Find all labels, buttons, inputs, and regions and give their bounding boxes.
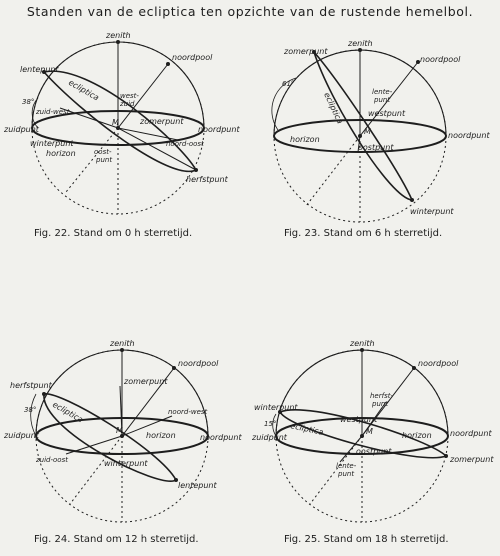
label-zomerpunt: zomerpunt <box>140 117 184 126</box>
center-M <box>360 434 364 438</box>
label-noordpunt: noordpunt <box>448 131 490 140</box>
label-angle: 61° <box>282 80 295 88</box>
label-zuidpunt: zuidpunt <box>4 125 39 134</box>
label-winterpunt: winterpunt <box>104 459 148 468</box>
celestial-sphere-diagram-22 <box>0 22 250 252</box>
label-M: M <box>364 127 371 136</box>
label-lentepunt2: punt <box>374 96 391 104</box>
label-lentepunt: lente- <box>372 88 393 96</box>
figure-24 <box>0 330 250 556</box>
label-noordoost: noord-oost <box>166 140 204 148</box>
figure-22 <box>0 22 250 252</box>
label-herfstpunt: herfstpunt <box>10 381 52 390</box>
label-noordpunt: noordpunt <box>450 429 492 438</box>
label-zuidpunt: zuidpunt <box>252 433 287 442</box>
zenith-point <box>120 348 124 352</box>
label-winterpunt: winterpunt <box>410 207 454 216</box>
label-M: M <box>366 427 373 436</box>
noordpool-point <box>172 366 176 370</box>
label-zuidpunt: zuidpunt <box>4 431 39 440</box>
zenith-point <box>360 348 364 352</box>
label-ecliptica: ecliptica <box>51 399 85 425</box>
zenith-point <box>116 40 120 44</box>
label-ecliptica: ecliptica <box>322 91 345 126</box>
label-west: west- <box>120 92 139 100</box>
pole-axis-hidden <box>310 436 362 504</box>
label-herfstpunt: herfst- <box>370 392 394 400</box>
label-west2: zuid <box>120 100 135 108</box>
celestial-sphere-diagram-24 <box>0 330 250 556</box>
label-herfstpunt2: punt <box>372 400 389 408</box>
label-angle: 15° <box>264 420 277 428</box>
label-horizon: horizon <box>146 431 176 440</box>
ecliptic-band <box>314 52 412 200</box>
label-noordpunt: noordpunt <box>198 125 240 134</box>
label-zomerpunt: zomerpunt <box>124 377 168 386</box>
label-oostpunt: oostpunt <box>358 143 394 152</box>
label-noordpool: noordpool <box>178 359 219 368</box>
angle-arc <box>31 394 36 436</box>
herfstpunt-point <box>42 392 46 396</box>
label-angle: 38° <box>22 98 35 106</box>
label-zenith: zenith <box>350 339 375 348</box>
label-westpunt: westpunt <box>340 415 378 424</box>
label-oostpunt: oostpunt <box>356 447 392 456</box>
label-oostpunt2: punt <box>96 156 113 164</box>
label-horizon: horizon <box>402 431 432 440</box>
label-noordpool: noordpool <box>418 359 459 368</box>
noordpool-point <box>412 366 416 370</box>
label-zuidoost: zuid-oost <box>36 456 68 464</box>
figure-24-caption: Fig. 24. Stand om 12 h sterretijd. <box>34 534 199 545</box>
label-zenith: zenith <box>106 31 131 40</box>
pole-axis-hidden <box>70 436 122 504</box>
label-lentepunt: lentepunt <box>178 481 217 490</box>
label-M: M <box>112 118 119 127</box>
label-zenith: zenith <box>348 39 373 48</box>
pole-axis-hidden <box>306 136 360 206</box>
to-zomerpunt <box>118 128 178 140</box>
figure-23-caption: Fig. 23. Stand om 6 h sterretijd. <box>284 228 443 239</box>
label-noordwest: noord-west <box>168 408 208 416</box>
label-lentepunt2: punt <box>338 470 355 478</box>
label-ecliptica: ecliptica <box>67 77 101 103</box>
label-oostpunt: oost- <box>94 148 112 156</box>
winterpunt-point <box>410 198 414 202</box>
label-zomerpunt: zomerpunt <box>284 47 328 56</box>
label-zomerpunt: zomerpunt <box>450 455 494 464</box>
figure-22-caption: Fig. 22. Stand om 0 h sterretijd. <box>34 228 193 239</box>
page-title: Standen van de ecliptica ten opzichte van de rustende hemelbol. <box>26 4 474 19</box>
label-horizon: horizon <box>46 149 76 158</box>
figure-23 <box>250 22 500 252</box>
to-zuidoost <box>66 436 122 454</box>
label-winterpunt: winterpunt <box>30 139 74 148</box>
label-lentepunt: lentepunt <box>20 65 59 74</box>
label-angle: 38° <box>24 406 37 414</box>
to-herfstpunt <box>118 128 196 170</box>
label-horizon: horizon <box>290 135 320 144</box>
herfstpunt-point <box>194 168 198 172</box>
center-M <box>358 134 362 138</box>
label-winterpunt: winterpunt <box>254 403 298 412</box>
label-zuidwest: zuid-west <box>36 108 70 116</box>
label-westpunt: westpunt <box>368 109 406 118</box>
label-M: M <box>116 426 123 435</box>
zomerpunt-point <box>444 454 448 458</box>
figure-25 <box>250 330 500 556</box>
figure-25-caption: Fig. 25. Stand om 18 h sterretijd. <box>284 534 449 545</box>
label-herfstpunt: herfstpunt <box>186 175 228 184</box>
label-noordpool: noordpool <box>420 55 461 64</box>
label-noordpool: noordpool <box>172 53 213 62</box>
label-ecliptica: ecliptica <box>289 421 325 437</box>
label-zenith: zenith <box>110 339 135 348</box>
zenith-point <box>358 48 362 52</box>
celestial-sphere-diagram-25 <box>250 330 500 556</box>
label-noordpunt: noordpunt <box>200 433 242 442</box>
celestial-sphere-diagram-23 <box>250 22 500 252</box>
noordpool-point <box>166 62 170 66</box>
label-lentepunt: lente- <box>336 462 357 470</box>
